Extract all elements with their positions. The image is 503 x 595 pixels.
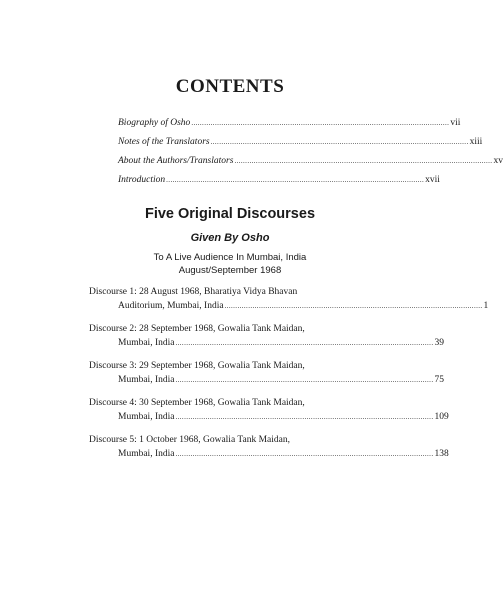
discourse-page: 1: [483, 301, 489, 311]
toc-entry-page: xiii: [469, 137, 483, 147]
discourse-heading: Discourse 1: 28 August 1968, Bharatiya Vidya Bhavan: [89, 287, 298, 297]
section-title: Five Original Discourses: [144, 206, 316, 222]
leader-dots: ........................................................................................................................: [175, 376, 434, 384]
discourse-entry: [89, 433, 449, 461]
discourse-location: Mumbai, India: [118, 375, 175, 385]
discourse-location-row: [89, 447, 449, 461]
discourse-location-row: [89, 336, 444, 350]
leader-dots: ........................................................................................................................: [191, 119, 450, 127]
discourse-heading: Discourse 2: 28 September 1968, Gowalia Tank Maidan,: [89, 324, 305, 334]
toc-entry: [118, 118, 461, 137]
given-by-line: Given By Osho: [190, 232, 270, 244]
leader-dots: ........................................................................................................................: [210, 138, 469, 146]
toc-entry: [118, 156, 503, 175]
discourse-location: Auditorium, Mumbai, India: [118, 301, 224, 311]
discourse-location: Mumbai, India: [118, 449, 175, 459]
discourse-page: 39: [434, 338, 444, 348]
discourse-page: 75: [434, 375, 444, 385]
leader-dots: ........................................................................................................................: [224, 302, 483, 310]
toc-entry: [118, 137, 483, 156]
toc-entry-label: Notes of the Translators: [118, 137, 210, 147]
toc-entry-label: Biography of Osho: [118, 118, 191, 128]
audience-date: August/September 1968: [178, 265, 282, 276]
toc-entry: [118, 175, 440, 194]
discourse-location-row: [89, 410, 449, 424]
leader-dots: ........................................................................................................................: [234, 157, 493, 165]
discourse-entry: [89, 359, 444, 387]
toc-list: [118, 118, 503, 194]
discourse-heading: Discourse 3: 29 September 1968, Gowalia Tank Maidan,: [89, 361, 305, 371]
audience-info: [0, 251, 460, 277]
discourse-heading: Discourse 4: 30 September 1968, Gowalia Tank Maidan,: [89, 398, 305, 408]
discourse-page: 138: [434, 449, 449, 459]
discourse-location-row: [89, 373, 444, 387]
leader-dots: ........................................................................................................................: [175, 339, 434, 347]
toc-entry-page: xvii: [425, 175, 440, 185]
leader-dots: ........................................................................................................................: [166, 176, 425, 184]
leader-dots: ........................................................................................................................: [175, 450, 434, 458]
toc-entry-page: vii: [450, 118, 461, 128]
discourse-location: Mumbai, India: [118, 412, 175, 422]
page-title: CONTENTS: [175, 76, 285, 97]
leader-dots: ........................................................................................................................: [175, 413, 434, 421]
toc-entry-label: Introduction: [118, 175, 166, 185]
discourse-entry: [89, 396, 449, 424]
discourse-entry: [89, 322, 444, 350]
toc-entry-page: xv: [493, 156, 503, 166]
discourse-entry: [89, 285, 489, 313]
discourse-location: Mumbai, India: [118, 338, 175, 348]
discourse-heading: Discourse 5: 1 October 1968, Gowalia Tank Maidan,: [89, 435, 290, 445]
toc-entry-label: About the Authors/Translators: [118, 156, 234, 166]
audience-line: To A Live Audience In Mumbai, India: [153, 252, 307, 263]
discourse-page: 109: [434, 412, 449, 422]
discourse-location-row: [89, 299, 489, 313]
